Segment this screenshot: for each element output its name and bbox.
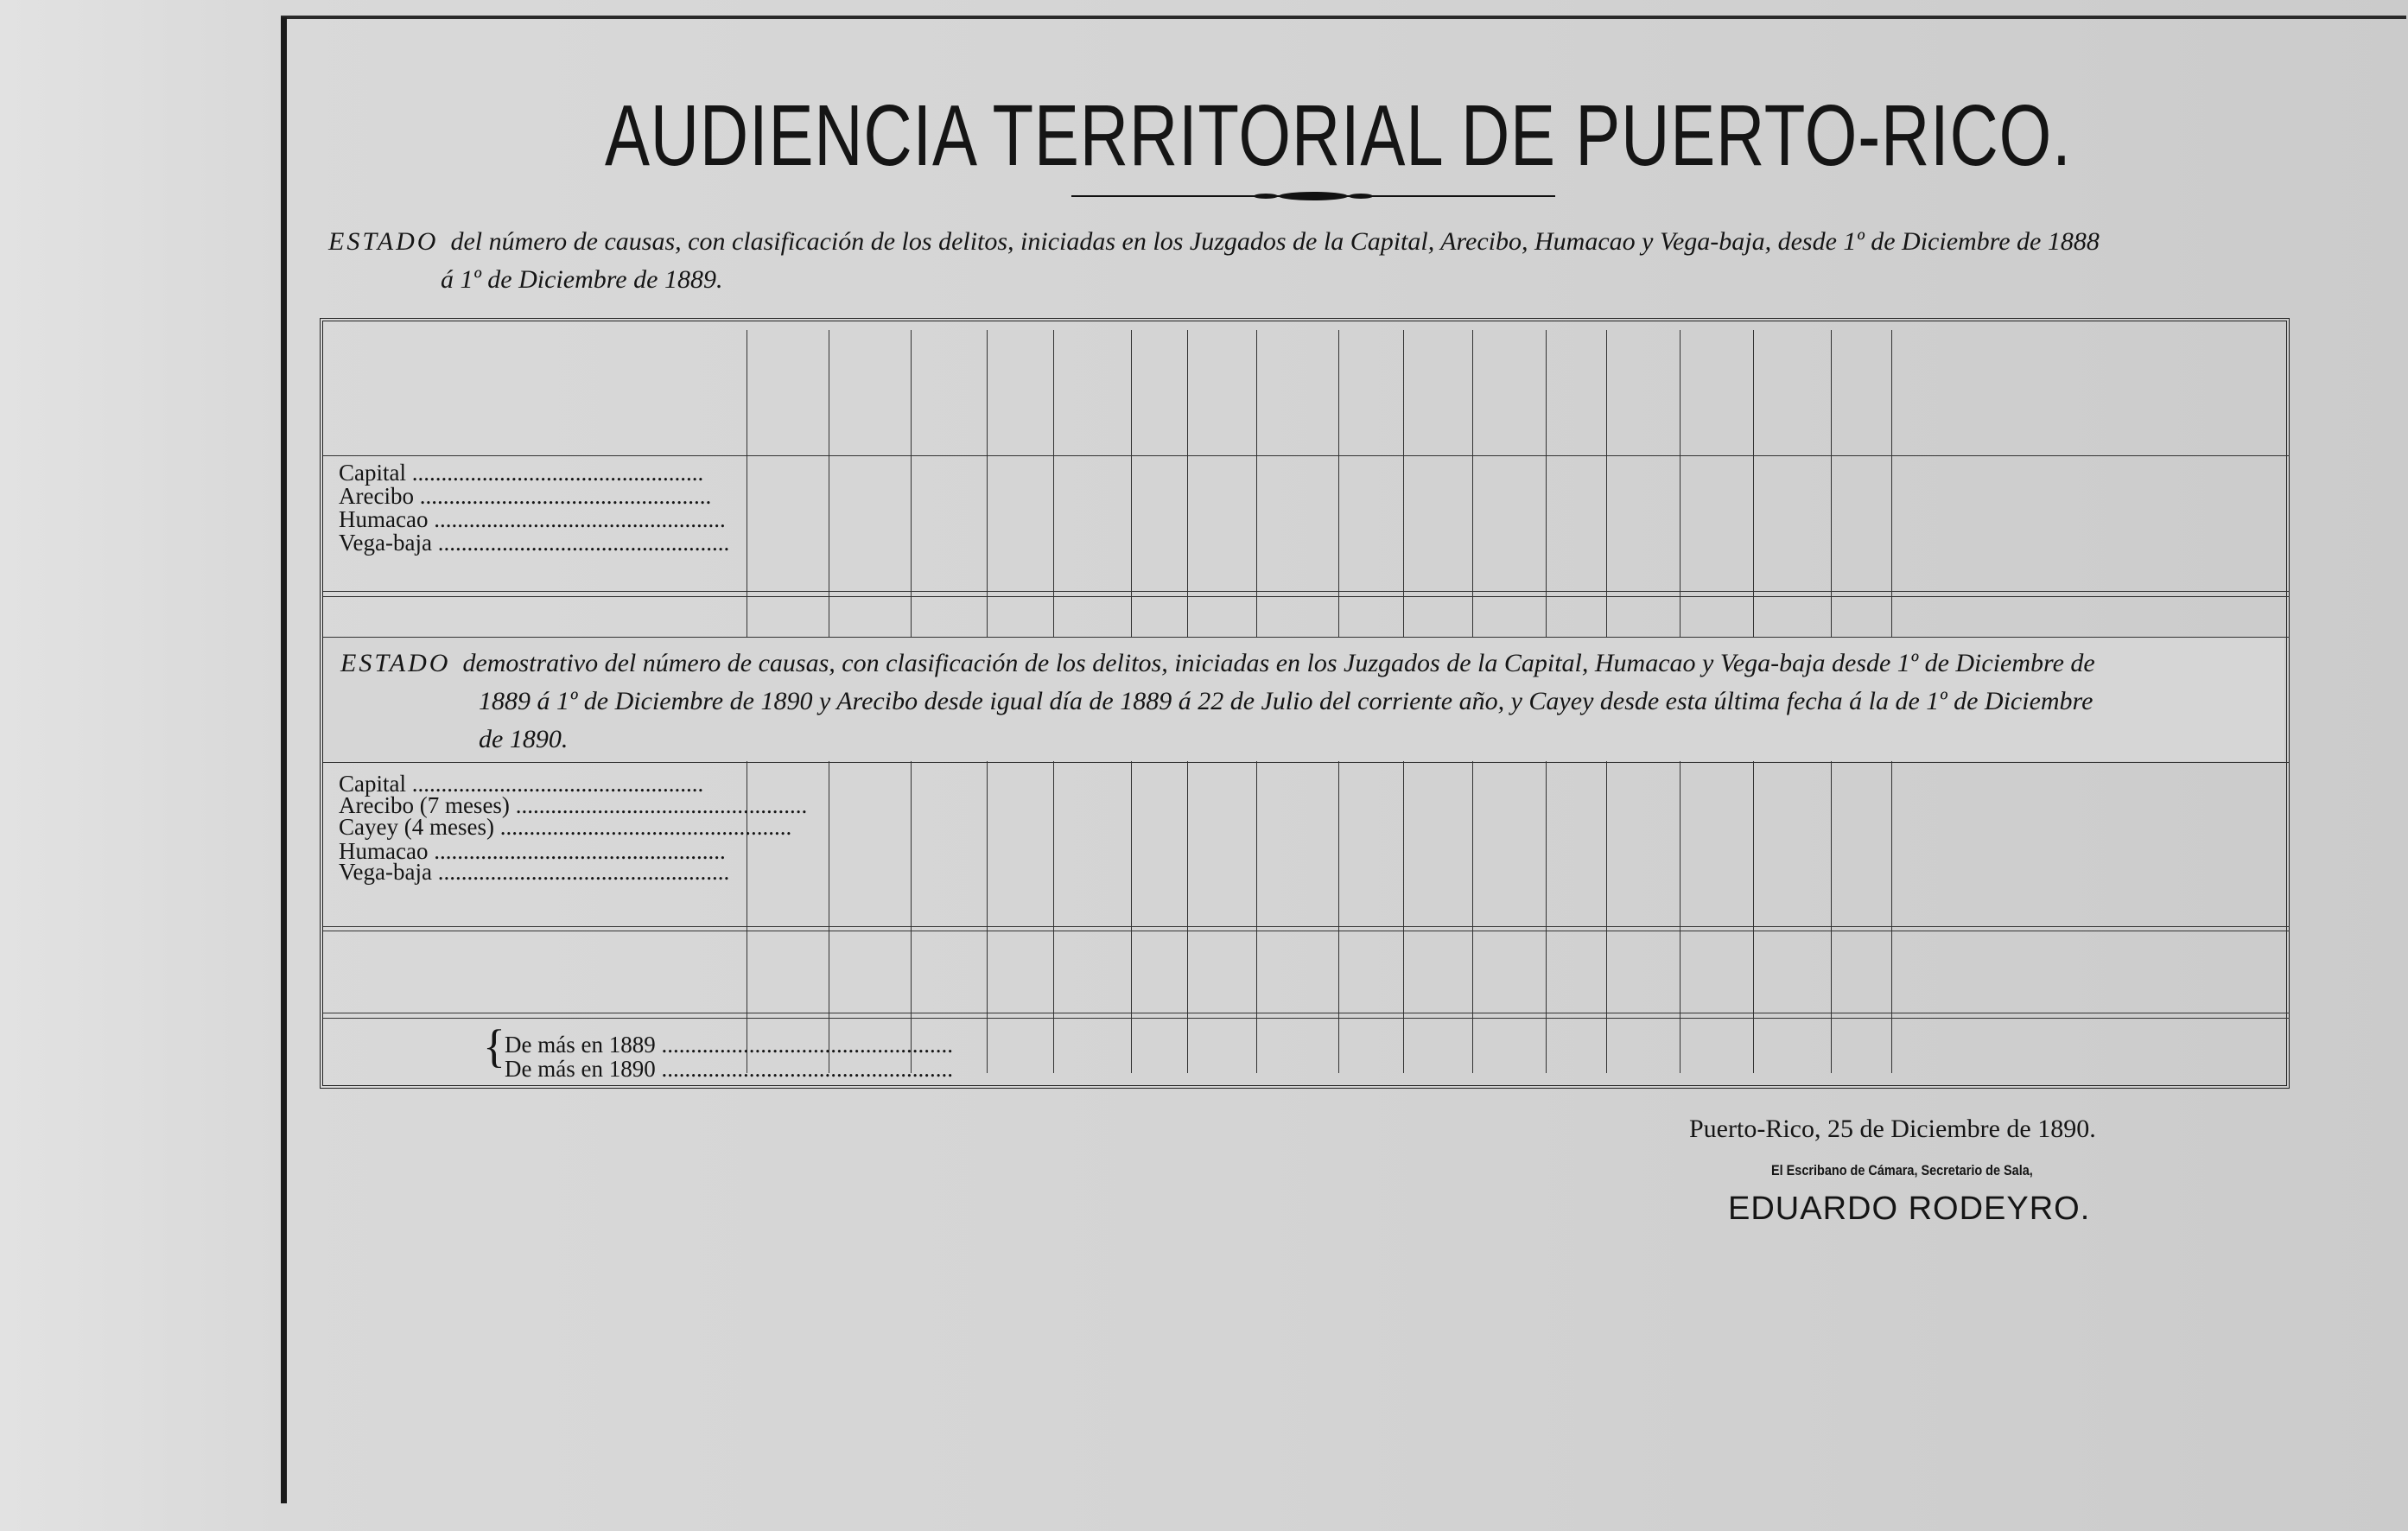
row-rule <box>323 926 2290 927</box>
place-date: Puerto-Rico, 25 de Diciembre de 1890. <box>1689 1115 2096 1143</box>
column-header <box>1547 352 1604 451</box>
row-label-text: Vega-baja <box>339 530 432 556</box>
row-label-text: Arecibo <box>339 483 414 509</box>
row-rule <box>323 1018 2290 1019</box>
section2-caption-line3: de 1890. <box>479 725 569 753</box>
dot-leader: .................................................. <box>655 1032 953 1058</box>
column-header <box>1833 352 1890 451</box>
section2-caption-text1: demostrativo del número de causas, con clasificación de los delitos, iniciadas en los Juzgados de la Capital, Humacao y Vega-baja desde 1º de Diciembre de <box>462 649 2095 677</box>
dot-leader: .................................................. <box>405 771 704 797</box>
signatory-office: El Escribano de Cámara, Secretario de Sala, <box>1771 1162 2033 1178</box>
caption-line-2: á 1º de Diciembre de 1889. <box>441 265 723 294</box>
column-header <box>912 352 985 451</box>
row-rule <box>323 762 2290 763</box>
column-header <box>1340 352 1401 451</box>
row-label-text: Vega-baja <box>339 859 432 885</box>
row-label-text: Cayey (4 meses) <box>339 814 494 840</box>
section2-caption-line2: 1889 á 1º de Diciembre de 1890 y Arecibo desde igual día de 1889 á 22 de Julio del corriente año, y Cayey desde esta última fecha á la de 1º de Diciembre <box>479 687 2093 715</box>
column-header <box>1608 352 1678 451</box>
column-header <box>830 352 909 451</box>
row-label <box>339 859 736 886</box>
column-header <box>1258 352 1337 451</box>
row-rule <box>323 591 2290 592</box>
caption-lead: ESTADO <box>328 227 439 256</box>
column-header <box>988 352 1052 451</box>
row-label-text: Capital <box>339 771 406 797</box>
dot-leader: .................................................. <box>413 483 712 509</box>
section2-caption-lead: ESTADO <box>340 649 451 677</box>
ornament-rule <box>1071 190 1555 202</box>
signatory-name: EDUARDO RODEYRO. <box>1728 1191 2091 1227</box>
row-label-text: De más en 1890 <box>505 1056 656 1082</box>
row-label-text: De más en 1889 <box>505 1032 656 1058</box>
page-top-edge <box>281 16 2406 19</box>
dot-leader: .................................................. <box>655 1056 953 1082</box>
row-label-text: Capital <box>339 460 406 486</box>
binding-edge <box>281 17 287 1503</box>
row-rule <box>323 455 2290 456</box>
section2-caption <box>340 645 2276 759</box>
column-header <box>1681 352 1751 451</box>
statistics-table <box>320 318 2290 1089</box>
dot-leader: .................................................. <box>431 859 730 885</box>
section2-caption-line1 <box>340 645 2276 683</box>
document-title: AUDIENCIA TERRITORIAL DE PUERTO-RICO. <box>605 87 2072 184</box>
dot-leader: .................................................. <box>428 506 726 532</box>
dot-leader: .................................................. <box>431 530 730 556</box>
document-caption <box>328 223 2341 299</box>
column-header <box>1055 352 1129 451</box>
comparison-row-1-label <box>505 1032 953 1058</box>
column-header <box>748 352 827 451</box>
row-label <box>339 530 736 556</box>
caption-line-1: del número de causas, con clasificación de los delitos, iniciadas en los Juzgados de la Capital, Arecibo, Humacao y Vega-baja, desde 1º de Diciembre de 1888 <box>450 227 2100 256</box>
dot-leader: .................................................. <box>509 792 808 818</box>
column-header <box>1133 352 1185 451</box>
row-label-text: Humacao <box>339 838 429 864</box>
column-header <box>1755 352 1829 451</box>
dot-leader: .................................................. <box>428 838 726 864</box>
dot-leader: .................................................. <box>493 814 792 840</box>
row-label-text: Humacao <box>339 506 429 532</box>
row-label <box>339 814 792 841</box>
comparison-brace: { <box>483 1020 505 1072</box>
column-header <box>1405 352 1471 451</box>
column-header <box>1474 352 1544 451</box>
column-header <box>1189 352 1255 451</box>
column-header <box>1893 352 2288 451</box>
dot-leader: .................................................. <box>405 460 704 486</box>
row-rule <box>323 596 2290 597</box>
comparison-row-2-label <box>505 1056 953 1083</box>
row-label-text: Arecibo (7 meses) <box>339 792 510 818</box>
